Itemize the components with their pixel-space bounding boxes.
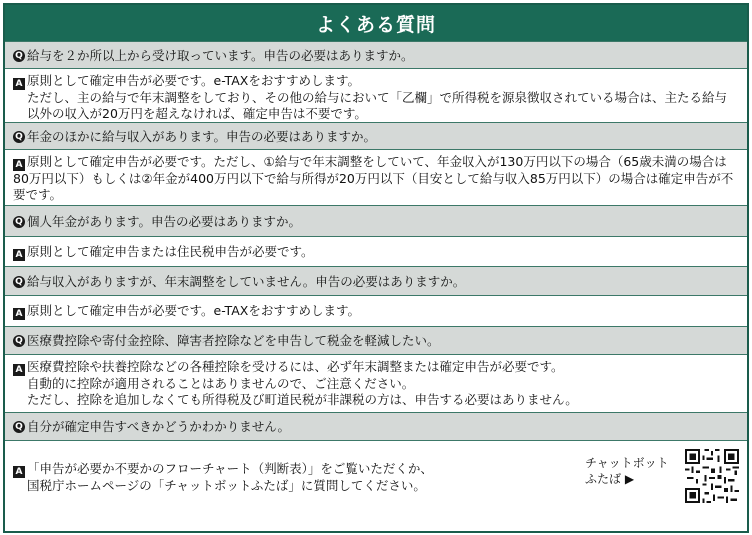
answer-text: 原則として確定申告または住民税申告が必要です。 bbox=[27, 244, 314, 259]
answer-row bbox=[5, 440, 747, 511]
question-text: 給与収入がありますが、年末調整をしていません。申告の必要はありますか。 bbox=[27, 273, 466, 289]
question-row bbox=[5, 412, 747, 440]
question-row bbox=[5, 326, 747, 354]
question-icon: Q bbox=[13, 335, 25, 347]
answer-text: 自動的に控除が適用されることはありませんので、ご注意ください。 bbox=[27, 376, 415, 391]
answer-text: 「申告が必要か不要かのフローチャート（判断表）」をご覧いただくか、 bbox=[27, 461, 433, 476]
question-icon: Q bbox=[13, 216, 25, 228]
chatbot-link[interactable] bbox=[585, 455, 669, 487]
answer-icon: A bbox=[13, 308, 25, 320]
answer-text: ただし、控除を追加しなくても所得税及び町道民税が非課税の方は、申告する必要はありません。 bbox=[27, 392, 578, 407]
answer-icon: A bbox=[13, 249, 25, 261]
question-row bbox=[5, 205, 747, 236]
answer-text: 医療費控除や扶養控除などの各種控除を受けるには、必ず年末調整または確定申告が必要です。 bbox=[27, 359, 564, 374]
answer-row bbox=[5, 68, 747, 122]
question-row bbox=[5, 41, 747, 68]
qr-code-icon[interactable] bbox=[685, 449, 739, 503]
question-text: 年金のほかに給与収入があります。申告の必要はありますか。 bbox=[27, 128, 377, 144]
answer-icon: A bbox=[13, 159, 25, 171]
answer-row bbox=[5, 295, 747, 326]
answer-row bbox=[5, 354, 747, 412]
question-text: 医療費控除や寄付金控除、障害者控除などを申告して税金を軽減したい。 bbox=[27, 333, 440, 348]
arrow-right-icon: ▶ bbox=[624, 472, 635, 486]
answer-icon: A bbox=[13, 364, 25, 376]
question-icon: Q bbox=[13, 276, 25, 288]
question-icon: Q bbox=[13, 50, 25, 62]
answer-text: ただし、主の給与で年末調整をしており、その他の給与において「乙欄」で所得税を源泉徴収されている場合は、主たる給与以外の収入が20万円を超えなければ、確定申告は不要です。 bbox=[27, 90, 728, 121]
answer-row bbox=[5, 149, 747, 205]
chatbot-name: ふたば bbox=[585, 472, 622, 486]
question-row bbox=[5, 122, 747, 149]
chatbot-label: チャットボット bbox=[585, 456, 669, 470]
question-text: 給与を２か所以上から受け取っています。申告の必要はありますか。 bbox=[27, 47, 414, 63]
question-text: 個人年金があります。申告の必要はありますか。 bbox=[27, 213, 302, 229]
faq-panel bbox=[3, 3, 749, 533]
answer-icon: A bbox=[13, 78, 25, 90]
question-icon: Q bbox=[13, 421, 25, 433]
answer-row bbox=[5, 236, 747, 266]
answer-icon: A bbox=[13, 466, 25, 478]
faq-title: よくある質問 bbox=[5, 5, 747, 41]
question-icon: Q bbox=[13, 131, 25, 143]
answer-text: 原則として確定申告が必要です。e-TAXをおすすめします。 bbox=[27, 73, 360, 88]
answer-text: 国税庁ホームページの「チャットボットふたば」に質問してください。 bbox=[27, 478, 426, 493]
question-row bbox=[5, 266, 747, 295]
question-text: 自分が確定申告すべきかどうかわかりません。 bbox=[27, 419, 291, 434]
answer-text: 原則として確定申告が必要です。ただし、①給与で年末調整をしていて、年金収入が130万円以下の場合（65歳未満の場合は80万円以下）もしくは②年金が400万円以下で給与所得が20万円以下（目安として給与収入85万円以下）の場合は確定申告が不要です。 bbox=[13, 154, 734, 202]
answer-text: 原則として確定申告が必要です。e-TAXをおすすめします。 bbox=[27, 303, 360, 318]
